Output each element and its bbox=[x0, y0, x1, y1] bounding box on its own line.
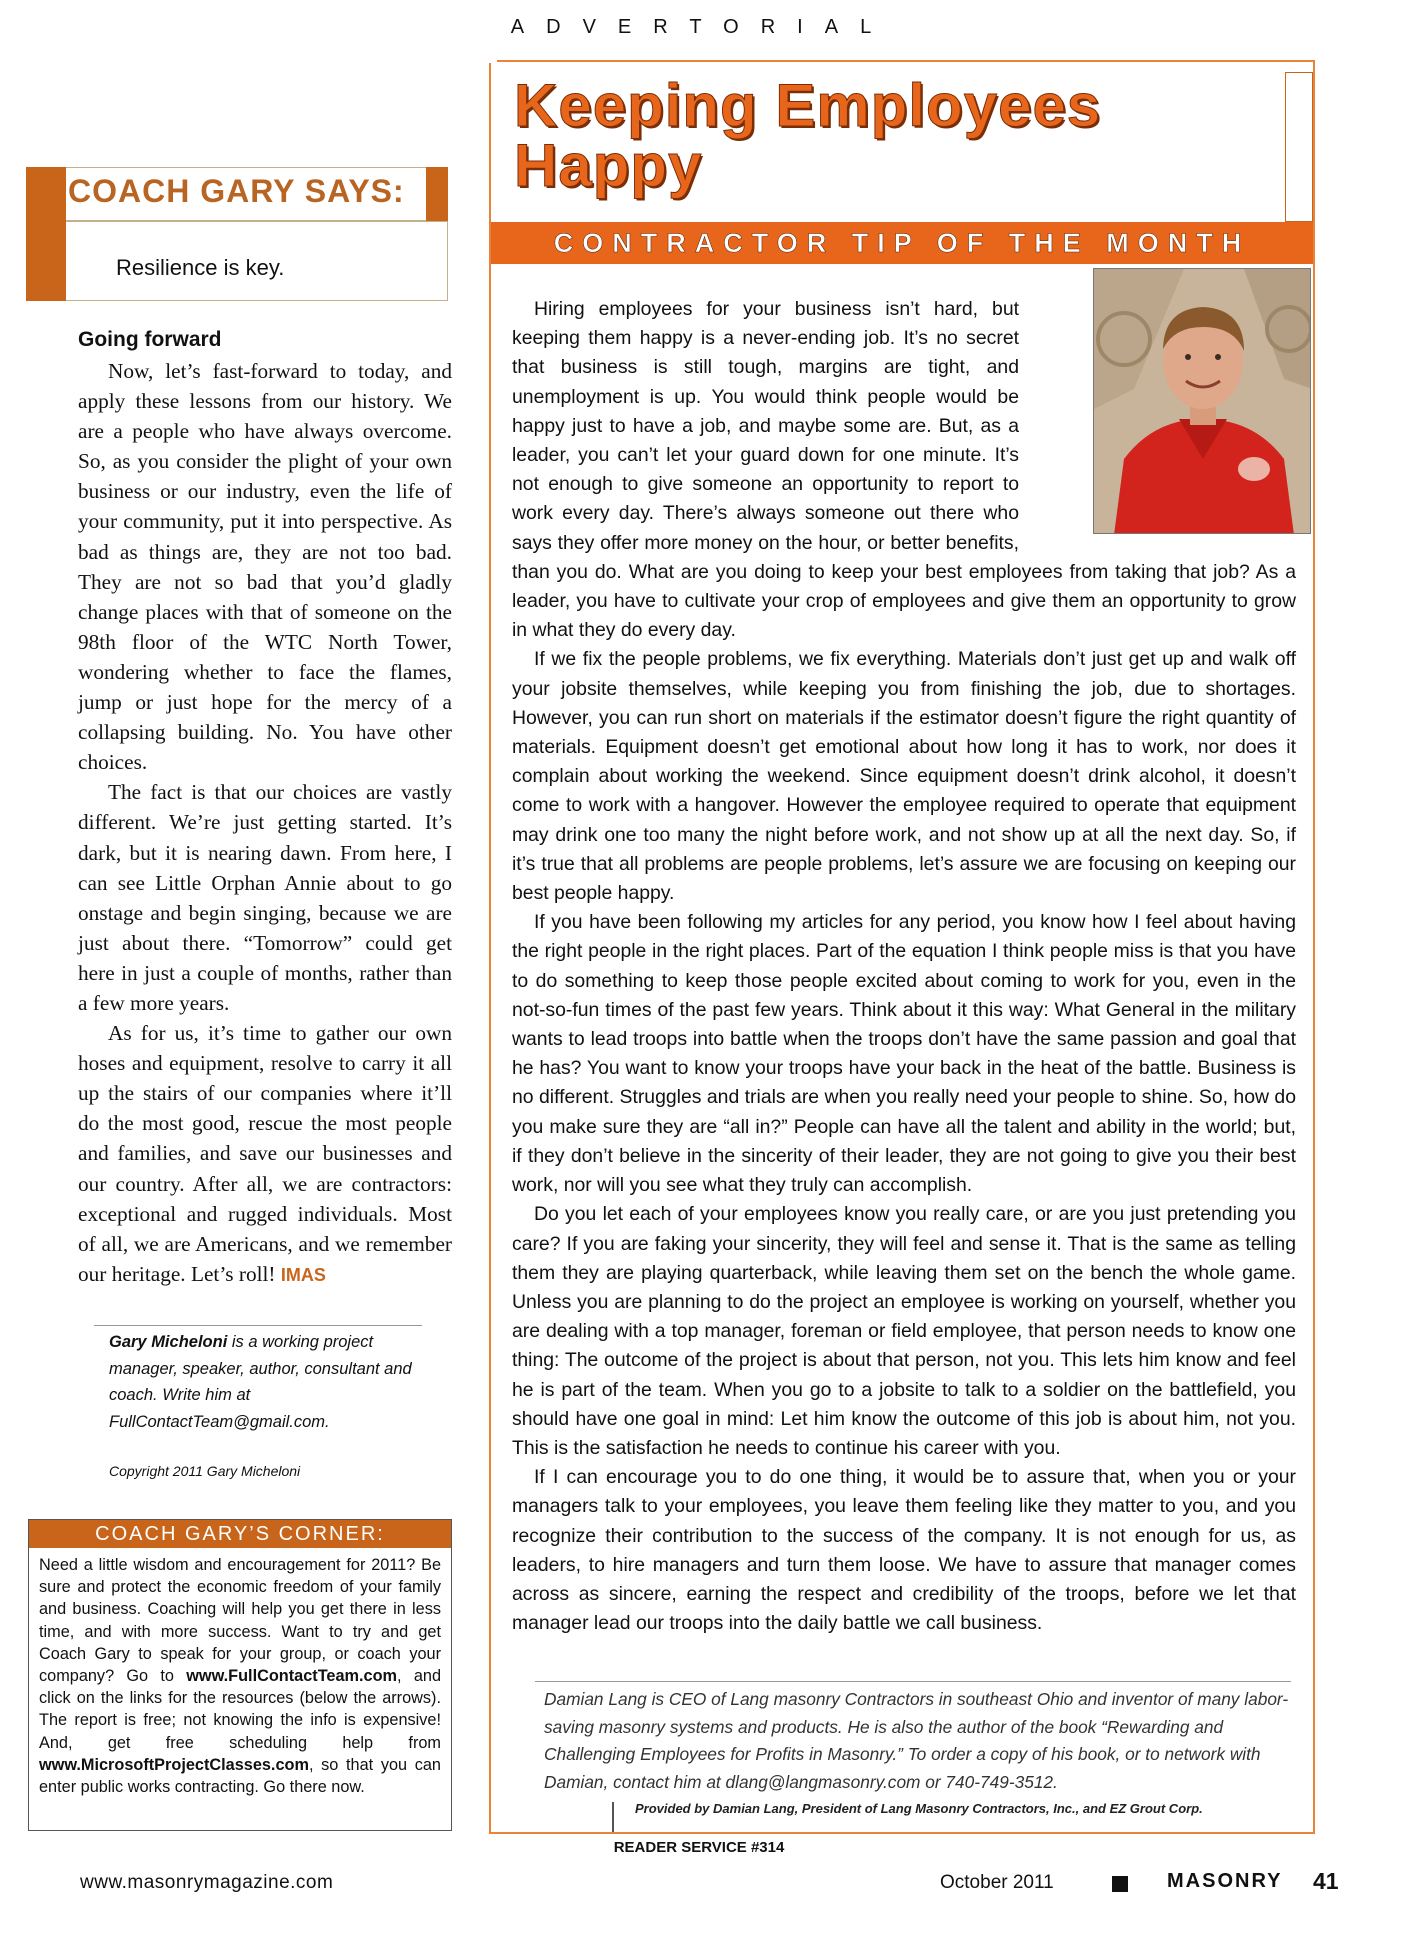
coach-says-box bbox=[26, 167, 448, 301]
coach-corner-title: COACH GARY’S CORNER: bbox=[29, 1520, 451, 1548]
coach-corner-box bbox=[28, 1519, 452, 1831]
footer-website: www.masonrymagazine.com bbox=[80, 1872, 334, 1893]
article-headline bbox=[514, 72, 1294, 199]
coach-says-text-box bbox=[66, 221, 448, 301]
frame-notch bbox=[489, 58, 497, 63]
tip-banner-text: CONTRACTOR TIP OF THE MONTH bbox=[553, 228, 1251, 258]
headline-line-2: Happy bbox=[514, 132, 703, 199]
photo-float-space bbox=[1027, 295, 1301, 545]
reader-service bbox=[0, 1839, 1404, 1856]
coach-says-right-bar bbox=[426, 167, 448, 221]
article-paragraph: Hiring employees for your business isn’t hard, but keeping them happy is a never-ending job. It’s no secret that business is still tough, margins are tight, and unemployment is up. You would think people would be happy just to have a job, and maybe some are. But, as a leader, you can’t let your guard down for one minute. It’s not enough to give someone an opportunity to report to work every day. There’s always someone out there who says they offer more money on the hour, or better benefits, than you do. What are you doing to keep your best employees from taking that job? As a leader, you have to cultivate your crop of employees and give them an opportunity to grow in what they do every day. bbox=[512, 298, 1296, 642]
advertorial-label: ADVERTORIAL bbox=[510, 16, 894, 38]
provided-by: Provided by Damian Lang, President of Lang Masonry Contractors, Inc., and EZ Grout Corp. bbox=[635, 1801, 1203, 1816]
article-paragraph: Do you let each of your employees know you really care, or are you just pretending you care? If you are faking your sincerity, they will feel and sense it. That is the same as telling them they are playing quarterback, while leaving them set on the bench the whole game. Unless you are planning to do the project an employee is working on yourself, whether you are dealing with a top manager, foreman or field employee, that person needs to know one thing: The outcome of the project is about that person, not you. This lets him know and feel he is part of the team. When you go to a jobsite to talk to a soldier on the battlefield, you should have one goal in mind: Let him know the outcome of this job is about him, not you. This is the satisfaction he needs to continue his career with you. bbox=[512, 1203, 1296, 1459]
microsoftprojectclasses-link[interactable]: www.MicrosoftProjectClasses.com bbox=[39, 1755, 309, 1774]
corner-text: Need a little wisdom and encouragement for 2011? Be sure and protect the economic freedom of your family and business. Coaching will help you get there in less time, and with more success. Want to try and get Coach Gary to speak for your group, or coach your company? Go to bbox=[39, 1556, 441, 1686]
page-number: 41 bbox=[1313, 1868, 1339, 1894]
footer-magazine-name: MASONRY bbox=[1167, 1870, 1283, 1892]
reader-service-text: READER SERVICE #314 bbox=[613, 1839, 785, 1856]
article-body bbox=[512, 295, 1296, 1638]
author-name: Gary Micheloni bbox=[109, 1333, 228, 1351]
article-paragraph: If you have been following my articles for any period, you know how I feel about having the right people in the right places. Part of the equation I think people miss is that you have to do something to keep those people excited about coming to work for you, even in the not-so-fun times of the past few years. Think about it this way: What General in the military wants to lead troops into battle when the troops don’t have the same passion and goal that he has? You want to know your troops have your back in the heat of the battle. Business is no different. Struggles and trials are when you really need your people to shine. So, how do you make sure they are “all in?” People can have all the talent and ability in the world; but, if they don’t believe in the sincerity of their leader, they are not going to give you their best work, nor will you see what they truly can accomplish. bbox=[512, 911, 1296, 1197]
article-author-bio: Damian Lang is CEO of Lang masonry Contractors in southeast Ohio and inventor of many labor-saving masonry systems and products. He is also the author of the book “Rewarding and Challenging Employees for Profits in Masonry.” To order a copy of his book, or to network with Damian, contact him at dlang@langmasonry.com or 740-749-3512. bbox=[544, 1689, 1289, 1792]
coach-says-title: COACH GARY SAYS: bbox=[68, 173, 405, 209]
headline-line-1: Keeping Employees bbox=[514, 72, 1102, 139]
left-paragraph-text: As for us, it’s time to gather our own hoses and equipment, resolve to carry it all up the stairs of our companies where it’ll do the most good, rescue the most people and families, and save our businesses and our country. After all, we are contractors: exceptional and rugged individuals. Most of all, we are Americans, and we remember our heritage. Let’s roll! bbox=[78, 1021, 452, 1286]
coach-says-quote: Resilience is key. bbox=[116, 255, 285, 280]
footer-date: October 2011 bbox=[940, 1872, 1054, 1893]
imas-end-mark: IMAS bbox=[280, 1264, 326, 1285]
article-paragraph: If I can encourage you to do one thing, it would be to assure that, when you or your managers talk to your employees, you leave them feeling like they matter to you, and you recognize their contribution to the success of the company. It is not enough for us, as leaders, to hire managers and turn them loose. We have to assure that manager comes across as sincere, earning the respect and credibility of the troops, before we let that manager lead our troops into the daily battle we call business. bbox=[512, 1466, 1296, 1635]
left-paragraph: Now, let’s fast-forward to today, and apply these lessons from our history. We are a people who have always overcome. So, as you consider the plight of your own business or our industry, even the life of your community, put it into perspective. As bad as things are, they are not too bad. They are not so bad that you’d gladly change places with that of someone on the 98th floor of the WTC North Tower, wondering whether to face the flames, jump or just hope for the mercy of a collapsing building. No. You have other choices. bbox=[78, 359, 452, 775]
provided-rule bbox=[612, 1802, 614, 1832]
author-bio bbox=[109, 1329, 429, 1435]
left-column-body bbox=[78, 356, 452, 1290]
divider bbox=[535, 1681, 1291, 1682]
section-heading: Going forward bbox=[78, 328, 222, 351]
corner-text: , so that you can enter public works contracting. Go there now. bbox=[39, 1755, 441, 1797]
fullcontactteam-link[interactable]: www.FullContactTeam.com bbox=[186, 1667, 398, 1686]
coach-corner-body bbox=[29, 1548, 451, 1798]
divider bbox=[94, 1325, 422, 1326]
copyright-notice: Copyright 2011 Gary Micheloni bbox=[109, 1463, 301, 1479]
corner-text: , and click on the links for the resources (below the arrows). The report is free; not knowing the info is expensive! And, get free scheduling help from bbox=[39, 1667, 441, 1752]
coach-says-left-bar bbox=[26, 167, 66, 301]
author-bio-text: is a working project manager, speaker, author, consultant and coach. Write him at FullContactTeam@gmail.com. bbox=[109, 1333, 412, 1431]
footer-square-icon bbox=[1112, 1876, 1128, 1892]
article-paragraph: If we fix the people problems, we fix everything. Materials don’t just get up and walk off your jobsite themselves, while keeping you from finishing the job, due to shortages. However, you can run short on materials if the estimator doesn’t figure the right quantity of materials. Equipment doesn’t get emotional about how long it has to work, nor does it complain about working the weekend. Since equipment doesn’t drink alcohol, it doesn’t come to work with a hangover. However the employee required to operate that equipment may drink one too many the night before work, and not show up at all the next day. So, if it’s true that all problems are people problems, let’s assure we are focusing on keeping our best people happy. bbox=[512, 648, 1296, 905]
left-paragraph bbox=[78, 1018, 452, 1290]
left-paragraph: The fact is that our choices are vastly different. We’re just getting started. It’s dark, but it is nearing dawn. From here, I can see Little Orphan Annie about to go onstage and begin singing, because we are just about there. “Tomorrow” could get here in just a couple of months, rather than a few more years. bbox=[78, 780, 452, 1015]
